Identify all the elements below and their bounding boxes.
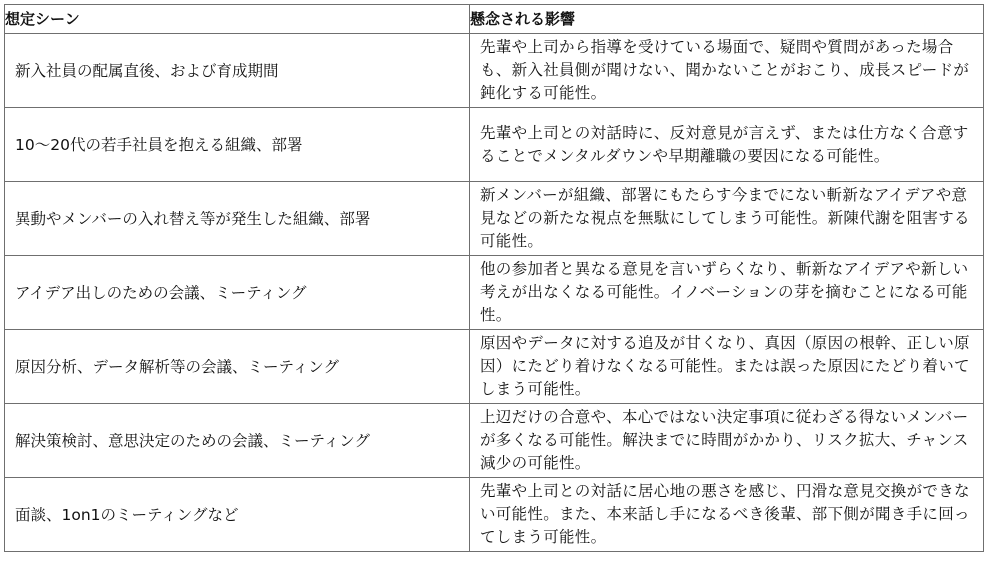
scene-cell: 原因分析、データ解析等の会議、ミーティング: [5, 330, 470, 404]
table-row: [5, 404, 984, 478]
table-row: [5, 256, 984, 330]
header-impact: 懸念される影響: [470, 5, 984, 34]
table-row: [5, 182, 984, 256]
header-scene: 想定シーン: [5, 5, 470, 34]
scene-cell: 10～20代の若手社員を抱える組織、部署: [5, 108, 470, 182]
impact-table: [4, 4, 984, 552]
impact-cell: 上辺だけの合意や、本心ではない決定事項に従わざる得ないメンバーが多くなる可能性。解決までに時間がかかり、リスク拡大、チャンス減少の可能性。: [470, 404, 984, 478]
scene-cell: 異動やメンバーの入れ替え等が発生した組織、部署: [5, 182, 470, 256]
table-row: [5, 478, 984, 552]
impact-cell: 原因やデータに対する追及が甘くなり、真因（原因の根幹、正しい原因）にたどり着けなくなる可能性。または誤った原因にたどり着いてしまう可能性。: [470, 330, 984, 404]
scene-cell: 解決策検討、意思決定のための会議、ミーティング: [5, 404, 470, 478]
impact-cell: 先輩や上司との対話時に、反対意見が言えず、または仕方なく合意することでメンタルダウンや早期離職の要因になる可能性。: [470, 108, 984, 182]
impact-cell: 新メンバーが組織、部署にもたらす今までにない斬新なアイデアや意見などの新たな視点を無駄にしてしまう可能性。新陳代謝を阻害する可能性。: [470, 182, 984, 256]
scene-cell: 面談、1on1のミーティングなど: [5, 478, 470, 552]
table-row: [5, 34, 984, 108]
scene-cell: アイデア出しのための会議、ミーティング: [5, 256, 470, 330]
scene-cell: 新入社員の配属直後、および育成期間: [5, 34, 470, 108]
impact-cell: 先輩や上司から指導を受けている場面で、疑問や質問があった場合も、新入社員側が聞けない、聞かないことがおこり、成長スピードが鈍化する可能性。: [470, 34, 984, 108]
header-row: [5, 5, 984, 34]
impact-cell: 先輩や上司との対話に居心地の悪さを感じ、円滑な意見交換ができない可能性。また、本来話し手になるべき後輩、部下側が聞き手に回ってしまう可能性。: [470, 478, 984, 552]
table-row: [5, 108, 984, 182]
impact-cell: 他の参加者と異なる意見を言いずらくなり、斬新なアイデアや新しい考えが出なくなる可能性。イノベーションの芽を摘むことになる可能性。: [470, 256, 984, 330]
table-row: [5, 330, 984, 404]
